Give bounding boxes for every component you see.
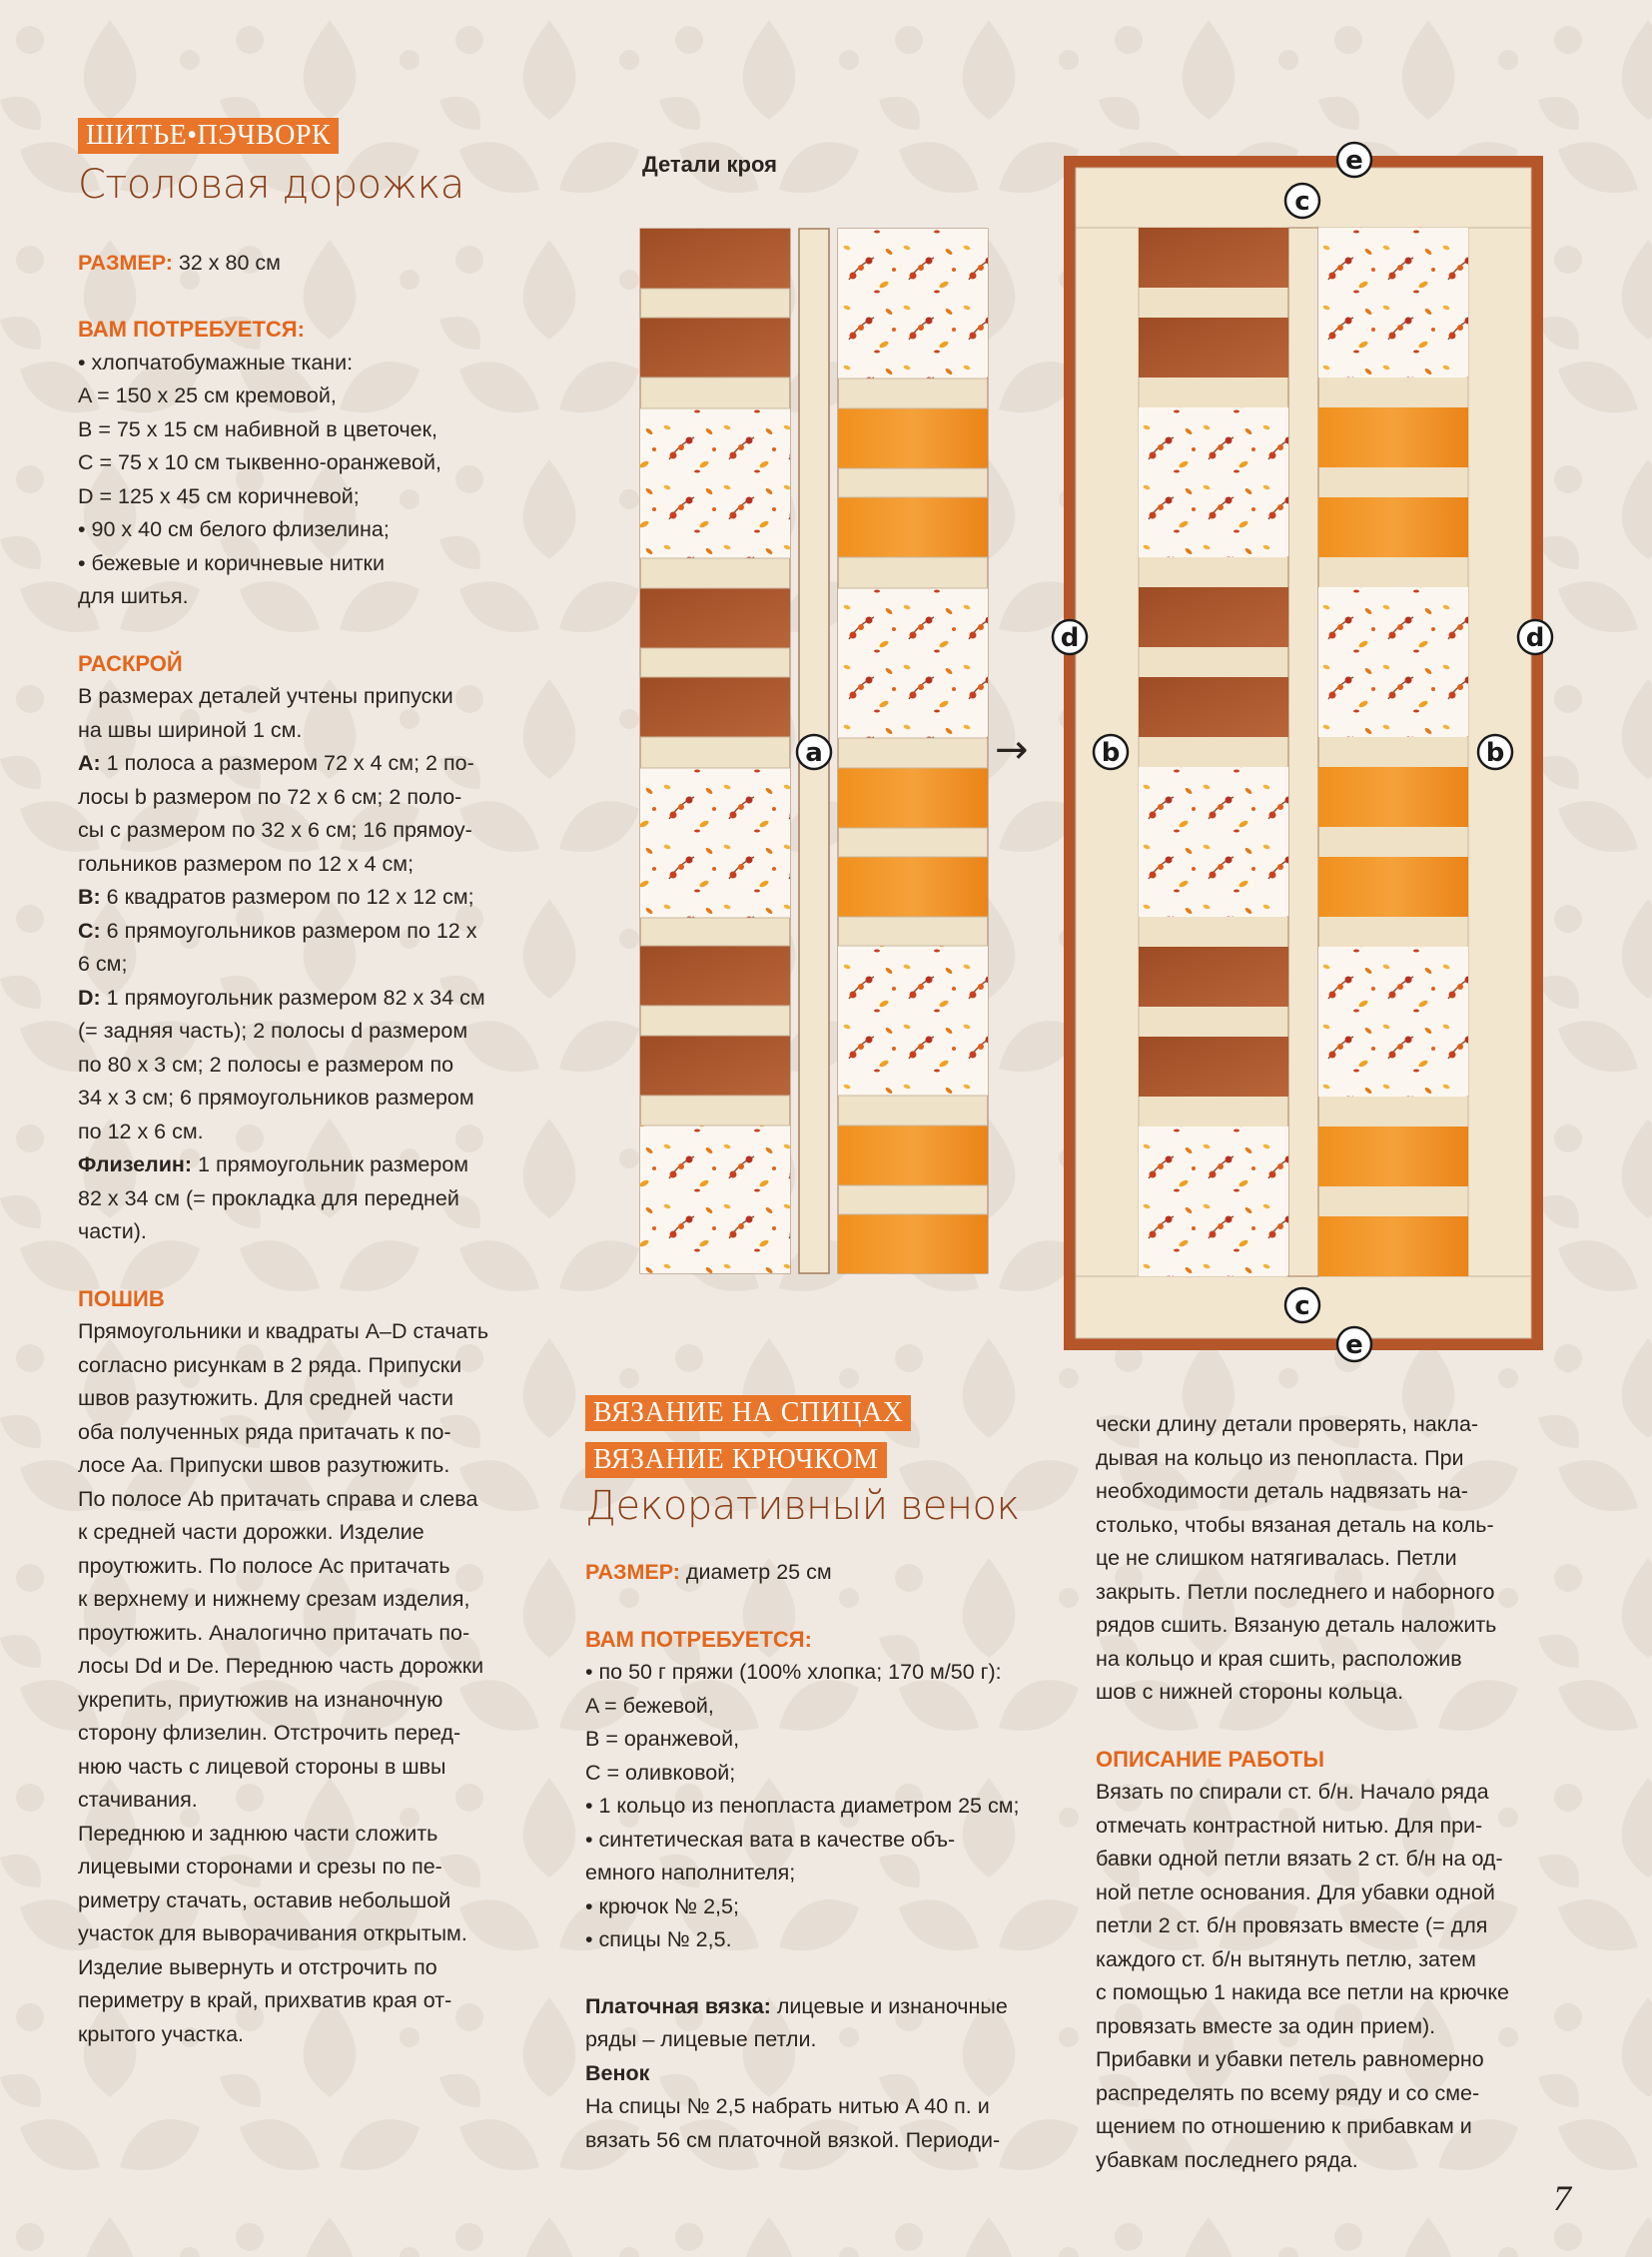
page-number: 7 [1553, 2178, 1571, 2218]
label-e-bottom [1337, 1327, 1371, 1361]
label-b-right [1478, 735, 1512, 769]
label-d-left [1053, 620, 1087, 654]
label-d-right [1518, 620, 1552, 654]
runner-materials-list: • хлопчатобумажные ткани: A = 150 х 25 см кремовой, B = 75 х 15 см набивной в цветочек, C = 75 х 10 см тыквенно-оранжевой, D = 125 х 45 см коричневой; • 90 х 40 см белого флизелина; • бежевые и коричневые нитки для шитья. [78, 350, 441, 608]
svg-text:c: c [1294, 187, 1310, 217]
assembled-runner [1064, 156, 1543, 1350]
runner-cutting-text: В размерах деталей учтены припуски на швы шириной 1 см. A: 1 полоса a размером 72 х 4 см; 2 по- лосы b размером по 72 х 6 см; 2 поло- сы c размером по 32 х 6 см; 16 прямоу- гольников размером по 12 х 4 см; B: 6 квадратов размером по 12 х 12 см; C: 6 прямоугольников размером по 12 х 6 см; D: 1 прямоугольник размером 82 х 34 см (= задняя часть); 2 полосы d размером по 80 х 3 см; 2 полосы e размером по 34 х 3 см; 6 прямоугольников размером по 12 х 6 см. Флизелин: 1 прямоугольник размером 82 х 34 см (= прокладка для передней части). [78, 684, 485, 1243]
category-tag-knitting: ВЯЗАНИЕ НА СПИЦАХ [585, 1395, 911, 1431]
wreath-title: Декоративный венок [585, 1483, 1020, 1529]
category-tag-crochet: ВЯЗАНИЕ КРЮЧКОМ [585, 1442, 887, 1478]
wreath-subheading: Венок [585, 2060, 650, 2085]
label-b-left [1094, 735, 1128, 769]
label-a [797, 735, 831, 769]
svg-text:a: a [805, 738, 823, 768]
svg-text:d: d [1525, 623, 1545, 653]
runner-sewing-text: Прямоугольники и квадраты A–D стачать согласно рисункам в 2 ряда. Припуски швов разутюжить. Для средней части оба полученных ряда притачать к по- лосе Aa. Припуски швов разутюжить. По полосе Ab притачать справа и слева к средней части дорожки. Изделие проутюжить. По полосе Ac притачать к верхнему и нижнему срезам изделия, проутюжить. Аналогично притачать по- лосы Dd и De. Переднюю часть дорожки укрепить, приутюжив на изнаночную сторону флизелин. Отстрочить перед- нюю часть с лицевой стороны в швы стачивания. Переднюю и заднюю части сложить лицевыми сторонами и срезы по пе- риметру стачать, оставив небольшой участок для выворачивания открытым. Изделие вывернуть и отстрочить по периметру в край, прихватив края от- крытого участка. [78, 1319, 489, 2046]
wreath-materials-heading: ВАМ ПОТРЕБУЕТСЯ: [585, 1626, 812, 1652]
svg-text:e: e [1345, 1330, 1363, 1360]
runner-sewing-heading: ПОШИВ [78, 1285, 165, 1311]
category-tag-sewing: ШИТЬЕ•ПЭЧВОРК [78, 118, 339, 154]
wreath-materials-list: • по 50 г пряжи (100% хлопка; 170 м/50 г): A = бежевой, B = оранжевой, C = оливковой; • 1 кольцо из пенопласта диаметром 25 см; • синтетическая вата в качестве объ- емного наполнителя; • крючок № 2,5; • спицы № 2,5. [585, 1660, 1020, 1951]
pieces-column-right [838, 229, 988, 1273]
pieces-column-left [640, 229, 790, 1273]
runner-cutting-heading: РАСКРОЙ [78, 650, 183, 676]
wreath-continued-text: чески длину детали проверять, накла- дывая на кольцо из пенопласта. При необходимости деталь надвязать на- столько, чтобы вязаная деталь на коль- це не слишком натягивалась. Петли закрыть. Петли последнего и наборного рядов сшить. Вязаную деталь наложить на кольцо и края сшить, расположив шов с нижней стороны кольца. [1096, 1412, 1497, 1704]
runner-size: РАЗМЕР: 32 х 80 см [78, 250, 281, 275]
runner-title: Столовая дорожка [78, 161, 464, 208]
work-description-heading: ОПИСАНИЕ РАБОТЫ [1096, 1746, 1324, 1772]
label-c-bottom [1285, 1288, 1319, 1322]
arrow-icon: → [995, 727, 1029, 773]
work-description-text: Вязать по спирали ст. б/н. Начало ряда отмечать контрастной нитью. Для при- бавки одной петли вязать 2 ст. б/н на од- ной петле основания. Для убавки одной петли 2 ст. б/н провязать вместе (= для каждого ст. б/н вытянуть петлю, затем с помощью 1 накида все петли на крючке провязать вместе за один прием). Прибавки и убавки петель равномерно распределять по всему ряду и со сме- щением по отношению к прибавкам и убавкам последнего ряда. [1096, 1780, 1509, 2172]
wreath-column: ВЯЗАНИЕ НА СПИЦАХ ВЯЗАНИЕ КРЮЧКОМ Декоративный венок РАЗМЕР: диаметр 25 см ВАМ ПОТРЕБУЕТСЯ: • по 50 г пряжи (100% хлопка; 170 м/50 г): A = бежевой, B = оранжевой, C = оливковой; • 1 кольцо из пенопласта диаметром 25 см; • синтетическая вата в качестве объ- емного наполнителя; • крючок № 2,5; • спицы № 2,5. Платочная вязка: лицевые и изнаночные ряды – лицевые петли. Венок На спицы № 2,5 набрать нитью A 40 п. и вязать 56 см платочной вязкой. Периоди- [585, 1395, 1080, 2157]
svg-text:e: e [1345, 146, 1363, 176]
garter-stitch-text: Платочная вязка: лицевые и изнаночные [585, 1993, 1008, 2018]
svg-text:b: b [1485, 738, 1505, 768]
runner-materials-heading: ВАМ ПОТРЕБУЕТСЯ: [78, 317, 305, 342]
cutting-diagram-title: Детали кроя [642, 152, 777, 177]
label-e-top [1337, 143, 1371, 177]
wreath-size: РАЗМЕР: диаметр 25 см [585, 1560, 832, 1584]
svg-text:b: b [1101, 738, 1121, 768]
svg-text:c: c [1294, 1291, 1310, 1321]
label-c-top [1285, 184, 1319, 218]
svg-text:d: d [1060, 623, 1080, 653]
wreath-column-continued [1096, 1408, 1585, 2177]
